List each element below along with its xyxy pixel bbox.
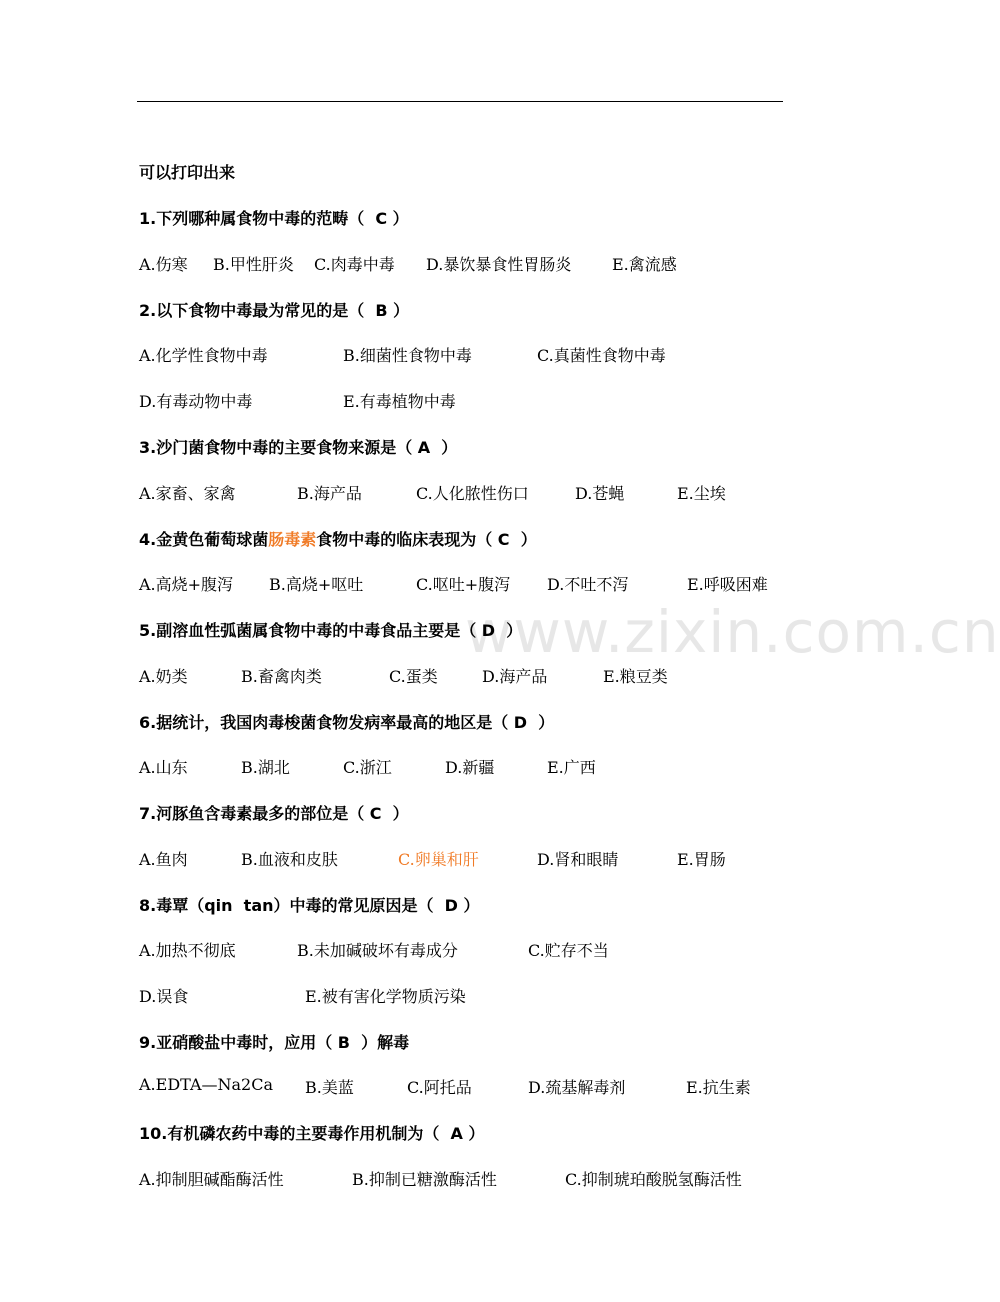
option-e: E.粮豆类: [603, 667, 668, 686]
option-e: E.广西: [547, 758, 596, 777]
option-a: A.加热不彻底: [139, 941, 236, 960]
option-a: A.伤寒: [139, 255, 188, 274]
option-c: C.抑制琥珀酸脱氢酶活性: [565, 1170, 742, 1189]
option-e: E.有毒植物中毒: [343, 392, 456, 411]
option-a: A.化学性食物中毒: [139, 346, 268, 365]
option-b: B.血液和皮肤: [241, 850, 338, 869]
option-a: A.奶类: [139, 667, 188, 686]
option-e: E.抗生素: [686, 1078, 751, 1097]
question-7: 7.河豚鱼含毒素最多的部位是（ C ）: [139, 804, 409, 823]
question-5: 5.副溶血性弧菌属食物中毒的中毒食品主要是（ D ）: [139, 621, 523, 640]
option-c: C.贮存不当: [528, 941, 609, 960]
option-b: B.美蓝: [305, 1078, 354, 1097]
option-a: A.EDTA—Na2Ca: [139, 1075, 273, 1094]
option-d: D.误食: [139, 987, 189, 1006]
option-d: D.有毒动物中毒: [139, 392, 253, 411]
option-e: E.尘埃: [677, 484, 726, 503]
question-9: 9.亚硝酸盐中毒时，应用（ B ）解毒: [139, 1033, 410, 1052]
option-a: A.抑制胆碱酯酶活性: [139, 1170, 284, 1189]
option-a: A.家畜、家禽: [139, 484, 236, 503]
option-c: C.浙江: [343, 758, 392, 777]
option-d: D.苍蝇: [575, 484, 625, 503]
question-2: 2.以下食物中毒最为常见的是（ B ）: [139, 301, 410, 320]
option-d: D.海产品: [482, 667, 548, 686]
option-c: C.卵巢和肝: [398, 850, 479, 869]
option-c: C.肉毒中毒: [314, 255, 395, 274]
option-c: C.蛋类: [389, 667, 438, 686]
highlighted-term: 肠毒素: [268, 530, 317, 549]
option-d: D.暴饮暴食性胃肠炎: [426, 255, 572, 274]
option-a: A.鱼肉: [139, 850, 188, 869]
question-3: 3.沙门菌食物中毒的主要食物来源是（ A ）: [139, 438, 458, 457]
header-rule: [137, 101, 783, 102]
option-e: E.呼吸困难: [687, 575, 768, 594]
options-10: [139, 1167, 742, 1262]
option-d: D.不吐不泻: [547, 575, 629, 594]
option-b: B.畜禽肉类: [241, 667, 322, 686]
option-b: B.高烧+呕吐: [269, 575, 364, 594]
question-8: 8.毒覃（qin tan）中毒的常见原因是（ D ）: [139, 896, 480, 915]
question-4: [139, 527, 537, 550]
intro-text: 可以打印出来: [139, 163, 236, 182]
question-1: 1.下列哪种属食物中毒的范畴（ C ）: [139, 209, 409, 228]
question-4-pre: 4.金黄色葡萄球菌: [139, 530, 269, 549]
option-c: C.阿托品: [407, 1078, 472, 1097]
question-6: 6.据统计，我国肉毒梭菌食物发病率最高的地区是（ D ）: [139, 713, 555, 732]
option-b: B.抑制已糖激酶活性: [352, 1170, 497, 1189]
option-e: E.被有害化学物质污染: [305, 987, 466, 1006]
option-a: A.山东: [139, 758, 188, 777]
option-c: C.呕吐+腹泻: [416, 575, 511, 594]
option-e: E.禽流感: [612, 255, 677, 274]
option-d: D.巯基解毒剂: [528, 1078, 626, 1097]
option-c: C.人化脓性伤口: [416, 484, 529, 503]
watermark: www.zixin.com.cn: [465, 598, 1000, 666]
option-d: D.新疆: [445, 758, 495, 777]
option-b: B.甲性肝炎: [213, 255, 294, 274]
option-a: A.高烧+腹泻: [139, 575, 234, 594]
option-b: B.湖北: [241, 758, 290, 777]
question-10: 10.有机磷农药中毒的主要毒作用机制为（ A ）: [139, 1124, 485, 1143]
option-d: D.肾和眼睛: [537, 850, 619, 869]
question-4-post: 食物中毒的临床表现为（ C ）: [316, 530, 537, 549]
option-b: B.海产品: [297, 484, 362, 503]
option-c: C.真菌性食物中毒: [537, 346, 666, 365]
option-b: B.未加碱破坏有毒成分: [297, 941, 458, 960]
option-e: E.胃肠: [677, 850, 726, 869]
option-b: B.细菌性食物中毒: [343, 346, 472, 365]
